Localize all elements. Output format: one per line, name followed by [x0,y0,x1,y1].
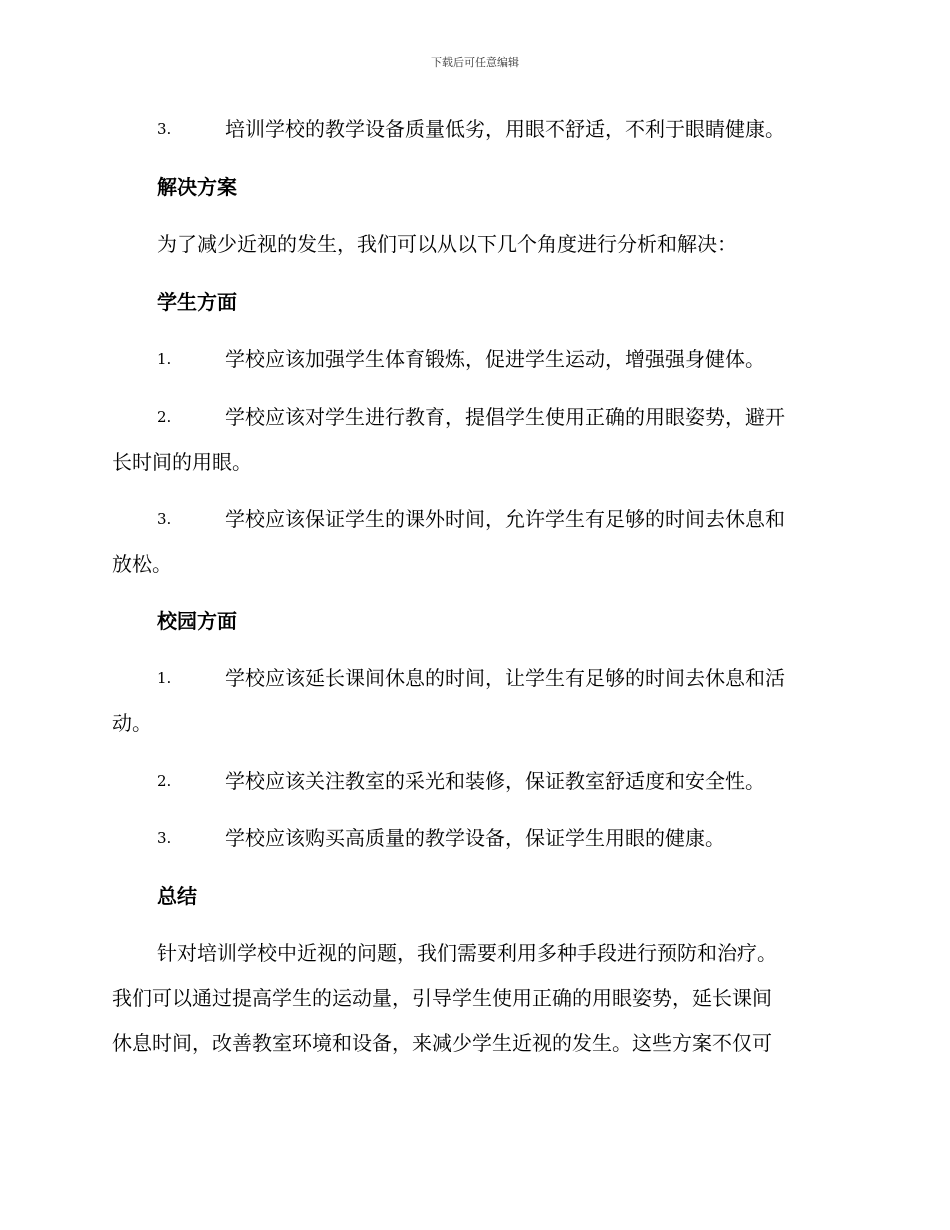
list-item-text: 学校应该对学生进行教育，提倡学生使用正确的用眼姿势，避开 [225,405,785,429]
list-item-text-continued: 放松。 [112,552,172,576]
list-item-text: 学校应该延长课间休息的时间，让学生有足够的时间去休息和活 [225,666,785,690]
paragraph-intro: 为了减少近视的发生，我们可以从以下几个角度进行分析和解决： [157,232,737,256]
section-heading-campus: 校园方面 [157,609,237,633]
page-header: 下载后可任意编辑 [431,56,519,69]
list-number: 1. [157,669,172,687]
list-number: 1. [157,350,172,368]
summary-paragraph-line: 我们可以通过提高学生的运动量，引导学生使用正确的用眼姿势，延长课间 [112,986,772,1010]
section-heading-students: 学生方面 [157,290,237,314]
list-item-text-continued: 长时间的用眼。 [112,450,252,474]
list-number: 3. [157,120,172,138]
list-item-text: 学校应该加强学生体育锻炼，促进学生运动，增强强身健体。 [225,347,765,371]
section-heading-solutions: 解决方案 [157,175,237,199]
list-item-text: 学校应该关注教室的采光和装修，保证教室舒适度和安全性。 [225,769,765,793]
list-number: 2. [157,772,172,790]
list-item-text-continued: 动。 [112,711,152,735]
list-item-text: 学校应该购买高质量的教学设备，保证学生用眼的健康。 [225,826,725,850]
list-item-text: 培训学校的教学设备质量低劣，用眼不舒适，不利于眼睛健康。 [225,117,785,141]
summary-paragraph-line: 休息时间，改善教室环境和设备，来减少学生近视的发生。这些方案不仅可 [112,1031,772,1055]
list-number: 3. [157,510,172,528]
list-item-text: 学校应该保证学生的课外时间，允许学生有足够的时间去休息和 [225,507,785,531]
summary-paragraph-line: 针对培训学校中近视的问题，我们需要利用多种手段进行预防和治疗。 [157,941,777,965]
section-heading-summary: 总结 [157,884,197,908]
list-number: 3. [157,829,172,847]
list-number: 2. [157,408,172,426]
